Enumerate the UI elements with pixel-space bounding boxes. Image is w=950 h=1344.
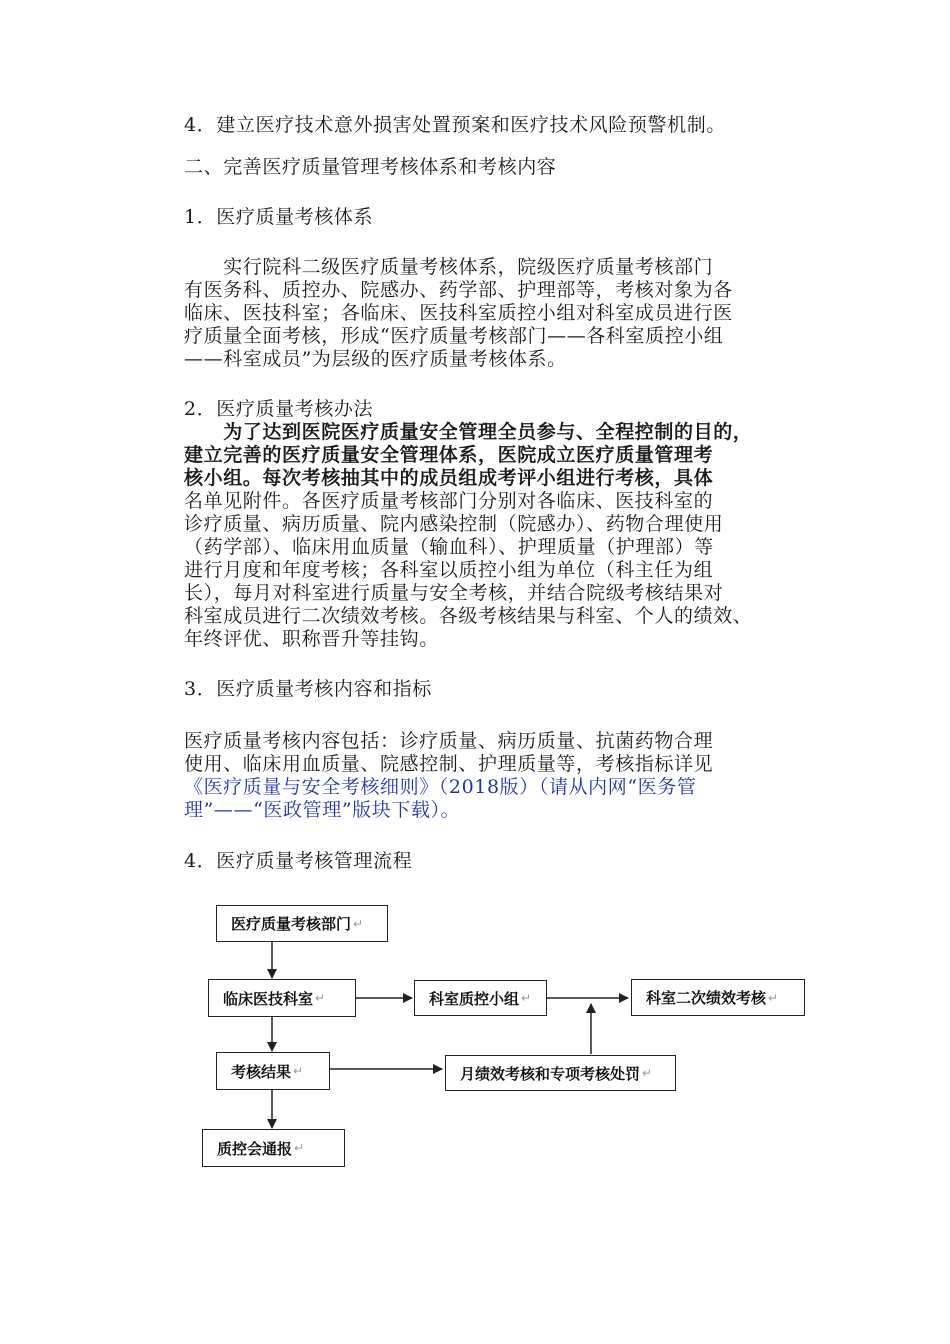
section-2-heading: 二、完善医疗质量管理考核体系和考核内容: [184, 156, 557, 178]
sub2-bold-line: 为了达到医院医疗质量安全管理全员参与、全程控制的目的，: [184, 421, 753, 443]
flow-box-label: 月绩效考核和专项考核处罚: [460, 1064, 641, 1083]
sub1-line: 临床、医技科室；各临床、医技科室质控小组对科室成员进行医: [184, 302, 733, 324]
sub2-bold-line: 建立完善的医疗质量安全管理体系，医院成立医疗质量管理考: [184, 444, 714, 466]
sub1-line: 实行院科二级医疗质量考核体系，院级医疗质量考核部门: [184, 256, 714, 278]
return-mark-icon: ↵: [294, 1141, 305, 1155]
flow-box-result: [216, 1052, 330, 1090]
sub2-line: （药学部）、临床用血质量（输血科）、护理质量（护理部）等: [184, 536, 714, 558]
sub1-line: 有医务科、质控办、院感办、药学部、护理部等，考核对象为各: [184, 279, 733, 301]
sub-1-heading: 1．医疗质量考核体系: [184, 206, 374, 228]
flow-box-monthly: [445, 1055, 676, 1091]
sub2-line: 长），每月对科室进行质量与安全考核，并结合院级考核结果对: [184, 582, 724, 604]
sub1-line: ——科室成员”为层级的医疗质量考核体系。: [184, 348, 567, 370]
regulation-link[interactable]: 理”——“医政管理”版块下载）。: [184, 799, 461, 821]
flow-box-label: 科室二次绩效考核: [646, 989, 767, 1007]
flow-box-label: 质控会通报: [217, 1139, 293, 1158]
flow-box-label: 医疗质量考核部门: [231, 915, 352, 933]
sub2-line: 进行月度和年度考核；各科室以质控小组为单位（科主任为组: [184, 559, 714, 581]
return-mark-icon: ↵: [315, 991, 326, 1005]
flow-box-clinical: [208, 979, 356, 1017]
return-mark-icon: ↵: [768, 990, 779, 1005]
sub2-line: 年终评优、职称晋升等挂钩。: [184, 628, 439, 650]
sub-3-heading: 3．医疗质量考核内容和指标: [184, 678, 432, 700]
item-4-text: 4．建立医疗技术意外损害处置预案和医疗技术风险预警机制。: [184, 114, 726, 136]
return-mark-icon: ↵: [642, 1066, 653, 1080]
flow-box-qc-group: [414, 980, 547, 1016]
flow-box-second-perf: [631, 979, 805, 1016]
flow-box-meeting: [202, 1129, 345, 1167]
sub-2-heading: 2．医疗质量考核办法: [184, 398, 374, 420]
return-mark-icon: ↵: [293, 1064, 304, 1078]
sub1-line: 疗质量全面考核，形成“医疗质量考核部门——各科室质控小组: [184, 325, 724, 347]
regulation-link[interactable]: 《医疗质量与安全考核细则》（2018版）（请从内网“医务管: [184, 776, 697, 798]
sub2-line: 名单见附件。各医疗质量考核部门分别对各临床、医技科室的: [184, 490, 714, 512]
sub-4-heading: 4．医疗质量考核管理流程: [184, 850, 413, 872]
sub3-line: 使用、临床用血质量、院感控制、护理质量等，考核指标详见: [184, 753, 714, 775]
return-mark-icon: ↵: [353, 916, 364, 931]
flow-box-label: 临床医技科室: [223, 989, 314, 1008]
flow-box-label: 考核结果: [231, 1062, 292, 1081]
sub2-line: 诊疗质量、病历质量、院内感染控制（院感办）、药物合理使用: [184, 513, 724, 535]
sub3-line: 医疗质量考核内容包括：诊疗质量、病历质量、抗菌药物合理: [184, 730, 714, 752]
sub2-line: 科室成员进行二次绩效考核。各级考核结果与科室、个人的绩效、: [184, 605, 753, 627]
sub2-bold-line: 核小组。每次考核抽其中的成员组成考评小组进行考核，具体: [184, 467, 714, 489]
flow-box-dept: [216, 905, 388, 942]
return-mark-icon: ↵: [521, 991, 532, 1005]
flow-box-label: 科室质控小组: [429, 989, 520, 1008]
